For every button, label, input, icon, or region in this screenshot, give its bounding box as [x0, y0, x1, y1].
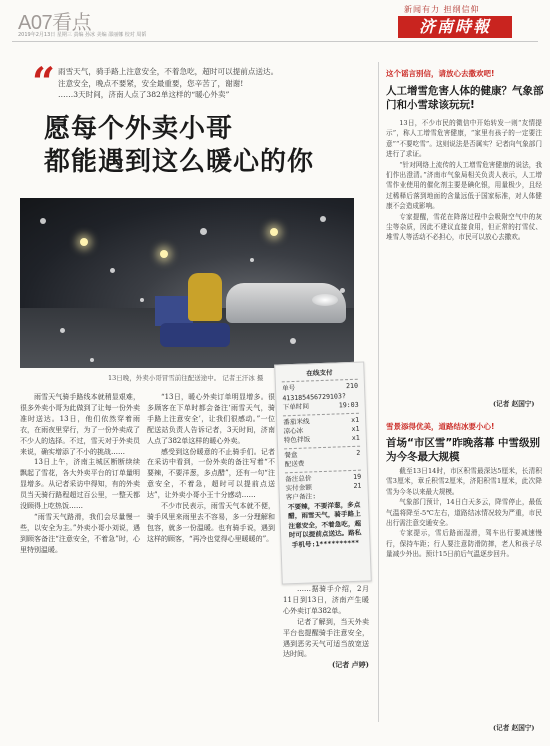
column-divider — [378, 62, 379, 722]
sidebar-paragraph: 气象部门预计，14日白天多云，降雪停止，最低气温将降至-5℃左右，道路结冰情况较为严重，市民出行需注意交通安全。 — [386, 498, 542, 528]
delivery-rider — [188, 273, 222, 321]
snowflake — [320, 216, 326, 222]
article-column-1 — [20, 392, 140, 728]
street-lamp — [270, 228, 278, 236]
receipt-value: 2 — [356, 448, 361, 457]
snowflake — [60, 328, 65, 333]
headline-line: 愿每个外卖小哥 — [44, 114, 234, 144]
sidebar-paragraph: 专家提醒，雪花在降落过程中会吸附空气中的灰尘等杂质，因此不建议直接食用，但正常的打雪仗、堆雪人等活动不必担心，市民可以放心去撒欢。 — [386, 212, 542, 242]
article-byline: (记者 卢婷) — [331, 660, 369, 670]
photo-caption: 13日晚，外卖小哥冒雪前往配送途中。 记者王汗冰 摄 — [108, 374, 264, 382]
snowflake — [200, 228, 207, 235]
receipt-value: 19:03 — [338, 400, 359, 410]
receipt-value: 210 — [345, 382, 359, 391]
receipt-key: 实付金额 — [285, 483, 313, 493]
receipt-value: 21 — [353, 481, 362, 491]
sidebar-byline: (记者 赵国宁) — [493, 724, 535, 732]
article-paragraph: 不少市民表示，雨雪天气本就不便，骑手风里来雨里去不容易，多一分理解和包容，就多一份温暖。也有骑手说，遇到这样的顾客，“再冷也觉得心里暖暖的”。 — [147, 502, 275, 543]
street-lamp — [160, 250, 168, 258]
sidebar-paragraph: 截至13日14时，市区积雪最深达5厘米，长清积雪3厘米，章丘积雪2厘米，济阳积雪1厘米，此次降雪为今冬以来最大规模。 — [386, 467, 542, 496]
article-paragraph: 感受到这份暖意的不止骑手们。记者在采访中看到，一份外卖的备注写着“不要辣，不要洋葱，多点醋”，还有一句“注意安全，不着急，超时可以提前点送达”，让外卖小哥小王十分感动…… — [147, 447, 275, 500]
receipt-key: 特色拌饭 — [283, 435, 311, 445]
receipt-value: x1 — [351, 415, 360, 424]
article-paragraph: 记者了解到，当天外卖平台也提醒骑手注意安全，遇到恶劣天气可适当放宽送达时间。 — [283, 617, 369, 659]
snowflake — [110, 268, 115, 273]
sidebar-headline: 首场“市区雪”昨晚落幕 中雪级别为今冬最大规模 — [386, 437, 540, 463]
page-meta: 2019年2月13日 星期三 责编 孙冰 美编 邵丽娜 校对 周韬 — [18, 32, 147, 38]
receipt-value: 19 — [353, 472, 362, 481]
snowflake — [90, 358, 94, 362]
snowflake — [40, 218, 46, 224]
receipt-title: 在线支付 — [306, 368, 333, 378]
quote-mark-icon: “ — [32, 59, 56, 106]
masthead-slogan: 新闻有力 担纲信仰 — [404, 5, 480, 14]
receipt-row — [283, 401, 359, 413]
sidebar-body — [386, 466, 542, 728]
receipt-key: 413185456729103? — [282, 391, 346, 403]
receipt-key: 客户备注: — [285, 492, 317, 502]
snowflake — [290, 338, 296, 344]
sidebar-paragraph: “针对网络上流传的人工增雪危害健康的说法，我们作出澄清。”济南市气象局相关负责人表示，人工增雪作业使用的催化剂主要是碘化银，用量极少，且经过稀释后落到地面的含量远低于国家标准，对人体健康不会造成影响。 — [386, 160, 542, 211]
photo-car-headlight — [312, 294, 338, 306]
deck-line: 雨雪天气，骑手路上注意安全，不着急吃，超时可以提前点送达。 — [58, 67, 279, 76]
article-column-3 — [283, 584, 369, 724]
receipt-key: 备注总价 — [285, 474, 312, 483]
receipt-key: 凉心冰 — [283, 426, 304, 436]
article-deck — [58, 66, 358, 101]
sidebar-byline: (记者 赵国宁) — [493, 400, 535, 408]
snowflake — [340, 288, 345, 293]
header-divider — [12, 41, 538, 42]
receipt-key: 下单时间 — [282, 402, 310, 412]
masthead — [398, 4, 542, 36]
receipt-key: 单号 — [281, 384, 296, 393]
page-code: A07看点 — [18, 12, 92, 34]
sidebar-body — [386, 118, 542, 412]
delivery-scooter — [160, 323, 230, 347]
receipt-value: x1 — [351, 434, 360, 443]
article-headline — [44, 113, 384, 179]
receipt-key: 餐盒 — [284, 450, 298, 460]
article-paragraph: 雨雪天气骑手路线本就稍显艰难，很多外卖小哥为此做到了让每一份外卖准时送达。13日，他们依然穿着雨衣，在雨夜里穿行，为了一份外卖成了不少人的选择。不过，雪天对于外卖员来说，确实增添了不小的挑战…… — [20, 393, 140, 456]
headline-line: 都能遇到这么暖心的你 — [44, 147, 315, 177]
receipt-row — [284, 434, 360, 446]
sidebar-kicker: 这个谣言别信，请放心去撒欢吧! — [386, 69, 495, 78]
deck-line: 注意安全，晚点不要紧，安全最重要，您辛苦了，谢谢! — [58, 78, 244, 88]
news-photo — [20, 198, 354, 368]
article-paragraph: ……据骑手介绍，2月11日到13日，济南产生暖心外卖订单382单。 — [283, 585, 369, 615]
sidebar-kicker: 雪景添得优美，道路结冰要小心! — [386, 422, 495, 431]
receipt-key: 配送费 — [284, 459, 305, 469]
sidebar-paragraph: 专家提示，雪后路面湿滑，驾车出行要减速慢行，保持车距；行人要注意防滑防摔，老人和孩子尽量减少外出。预计15日前后气温逐步回升。 — [386, 529, 542, 559]
page-header — [0, 0, 550, 44]
newspaper-logo: 济南時報 — [398, 16, 512, 38]
deck-line: ……3天时间，济南人点了382单这样的“暖心外卖” — [58, 90, 230, 99]
receipt-value: x1 — [351, 424, 360, 434]
receipt-row — [285, 458, 361, 470]
sidebar-paragraph: 13日，不少市民的微信中开始转发一则“友情提示”，称人工增雪危害健康，“家里有孩子的一定要注意”“不要吃雪”。这则说法是否属实？记者向气象部门进行了求证。 — [386, 119, 542, 159]
order-receipt — [274, 361, 372, 584]
snowflake — [140, 298, 144, 302]
article-column-2 — [147, 392, 275, 728]
sidebar-headline: 人工增雪危害人体的健康？气象部门和小雪球该玩玩! — [386, 85, 544, 111]
street-lamp — [80, 238, 88, 246]
receipt-customer-note: 不要辣，不要洋葱，多点醋，雨雪天气，骑手路上注意安全，不着急吃，超时可以提前点送达。路私手机号:1********** — [287, 500, 362, 549]
receipt-key: 番茄米线 — [283, 417, 310, 426]
article-paragraph: “13日，暖心外卖订单明显增多。很多顾客在下单时都会备注‘雨雪天气，骑手路上注意安全’，让我们很感动。”一位配送站负责人告诉记者，3天时间，济南人点了382单这样的暖心外卖。 — [147, 393, 275, 445]
article-paragraph: “雨雪天气路滑，我们会尽量慢一些，以安全为主。”外卖小哥小刘说，遇到顾客备注“注意安全，不着急”时，心里特别温暖。 — [20, 512, 140, 554]
article-paragraph: 13日上午，济南主城区断断续续飘起了雪花，各大外卖平台的订单量明显增多。从记者采访中得知，有的外卖员当天骑行路程超过百公里，一整天都没顾得上吃热饭…… — [20, 458, 140, 511]
snowflake — [250, 258, 254, 262]
